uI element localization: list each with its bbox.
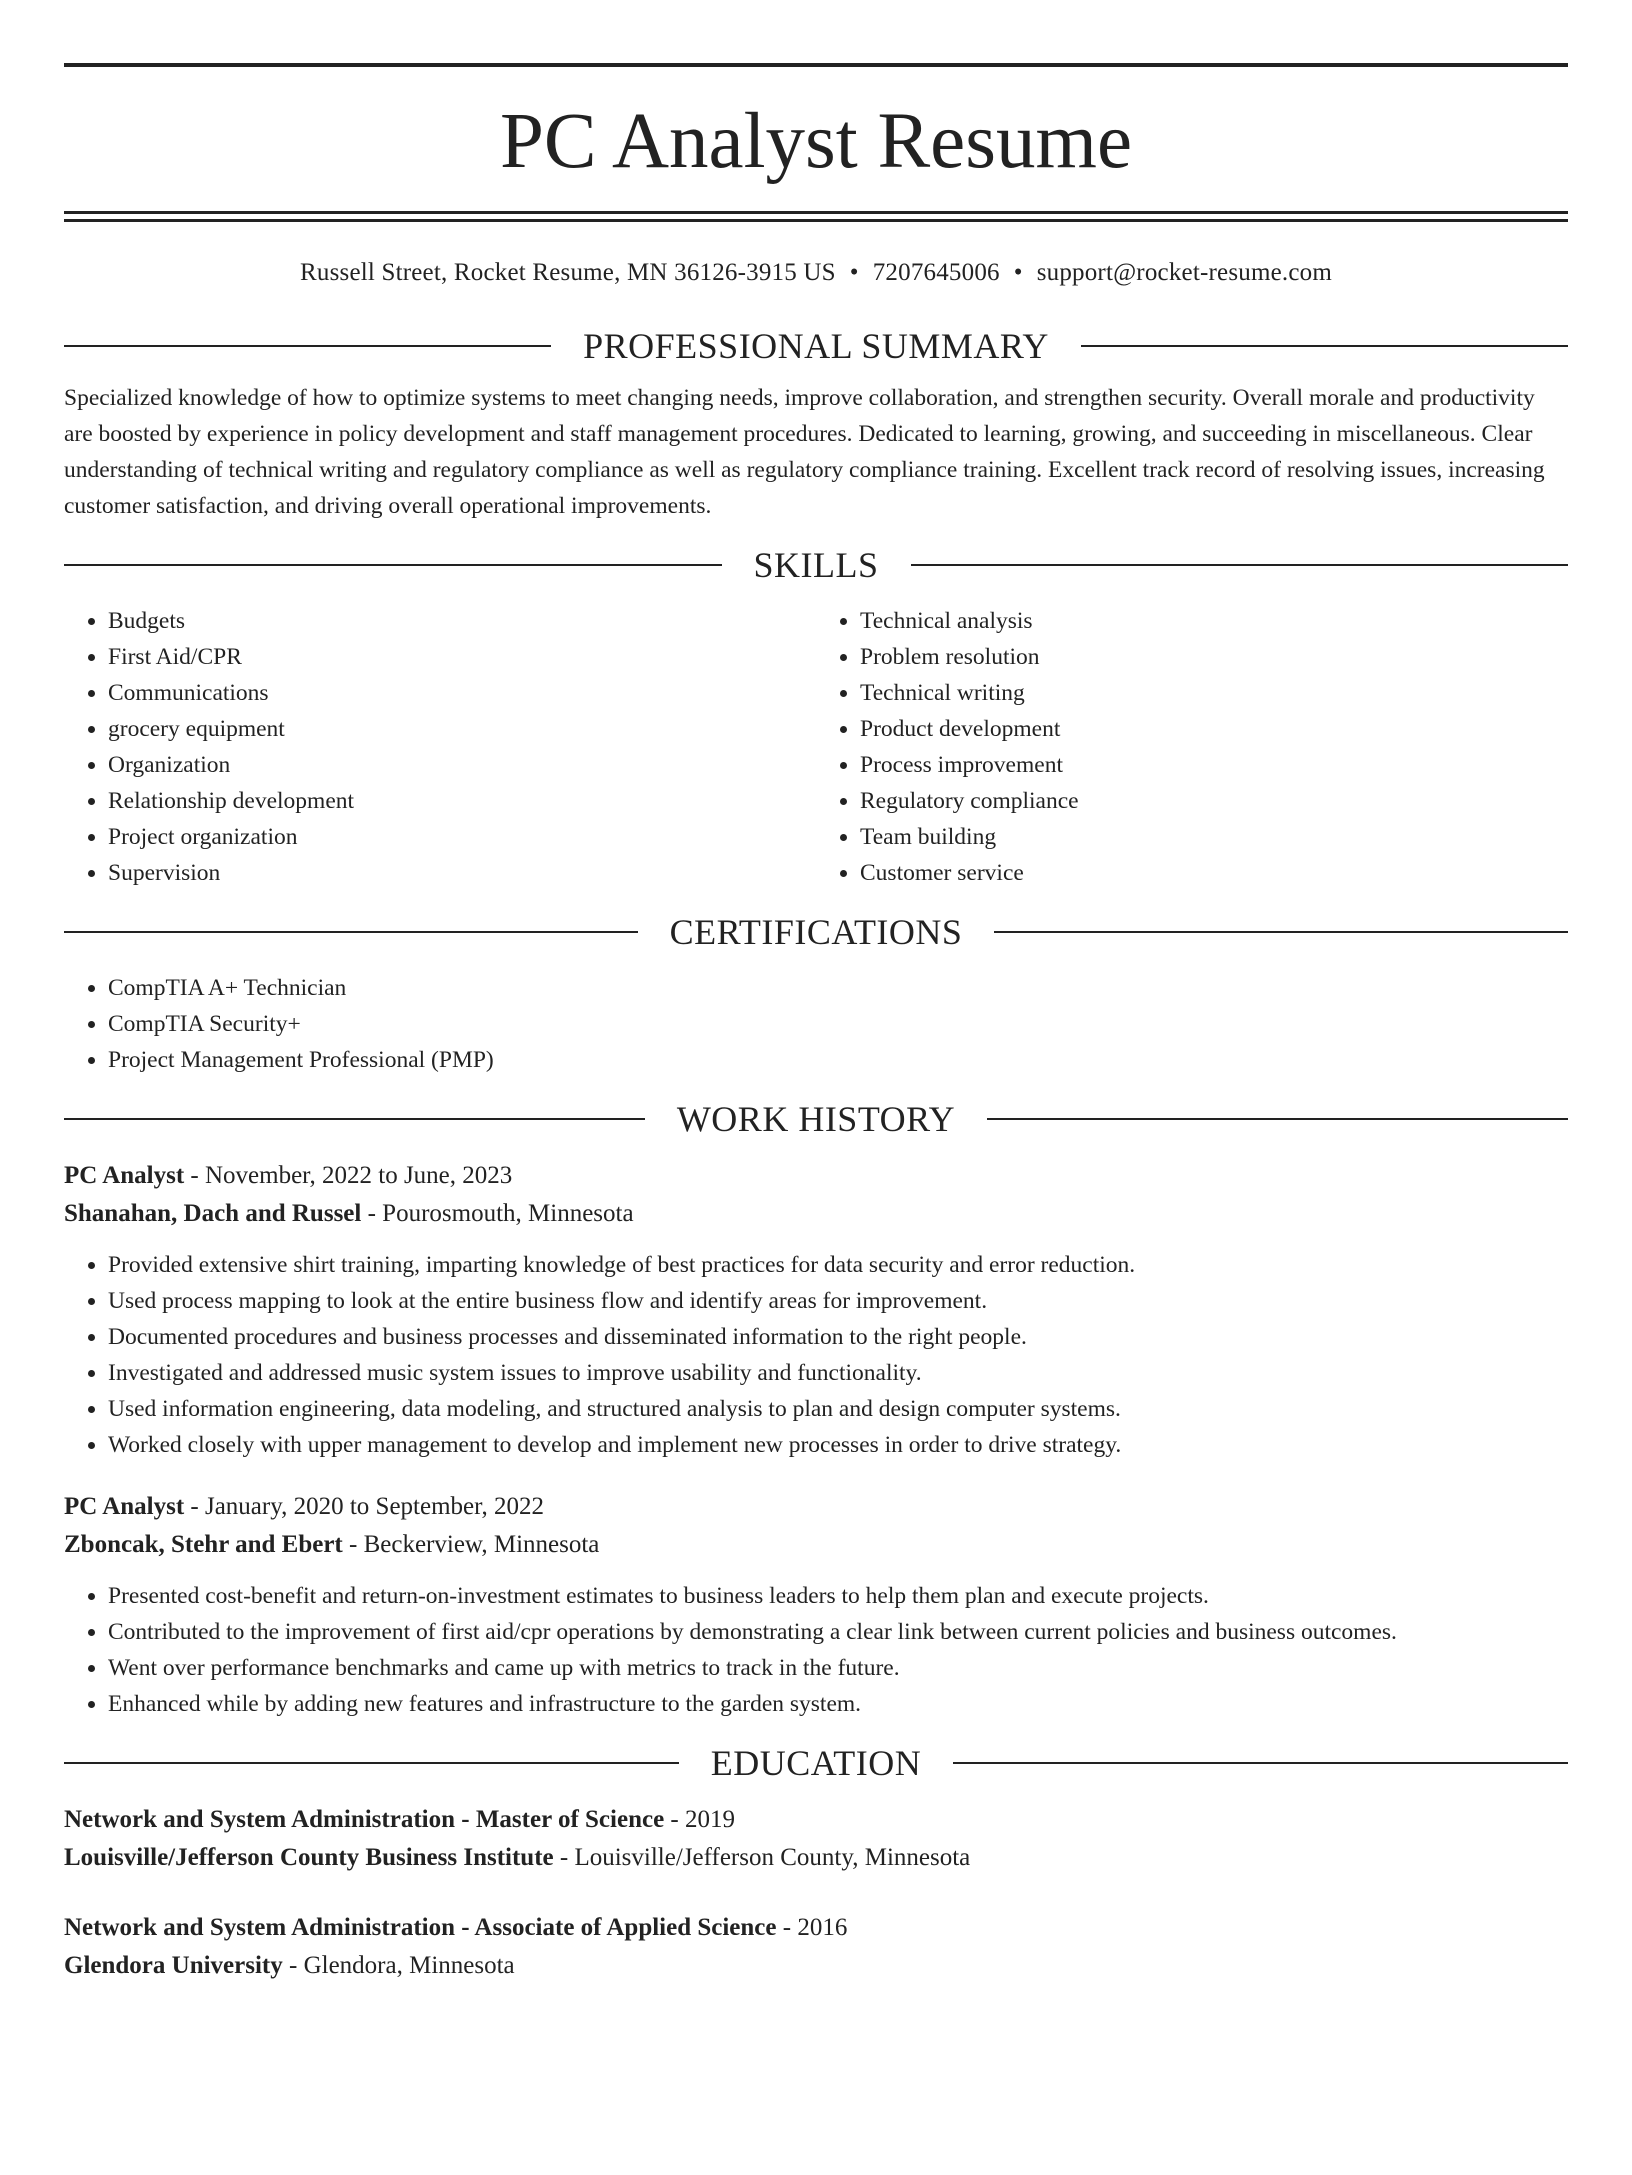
education-degree-line: [64, 1909, 1568, 1947]
list-item: • Customer service: [860, 855, 1568, 891]
skills-heading-label: SKILLS: [753, 545, 879, 585]
list-item: • Enhanced while by adding new features and infrastructure to the garden system.: [108, 1686, 1568, 1722]
list-item: • Presented cost-benefit and return-on-investment estimates to business leaders to help them plan and execute projects.: [108, 1578, 1568, 1614]
job-entry: [64, 1157, 1568, 1463]
list-item: • Product development: [860, 711, 1568, 747]
job-company: Shanahan, Dach and Russel: [64, 1200, 362, 1227]
job-location: - Beckerview, Minnesota: [342, 1531, 600, 1558]
summary-text: Specialized knowledge of how to optimize systems to meet changing needs, improve collaboration, and strengthen security. Overall morale and productivity are boosted by experience in policy development and staff management procedures. Dedicated to learning, growing, and succeeding in miscellaneous. Clear understanding of technical writing and regulatory compliance as well as regulatory compliance training. Excellent track record of resolving issues, increasing customer satisfaction, and driving overall operational improvements.: [64, 385, 1545, 519]
list-item: • Went over performance benchmarks and came up with metrics to track in the future.: [108, 1650, 1568, 1686]
certifications-list: [64, 970, 1568, 1078]
list-item: • Technical writing: [860, 675, 1568, 711]
job-company-line: [64, 1526, 1568, 1564]
list-item: • Budgets: [108, 603, 816, 639]
skills-left-column: [64, 603, 816, 891]
education-degree: Network and System Administration - Master of Science: [64, 1806, 665, 1833]
list-item: • Supervision: [108, 855, 816, 891]
job-title: PC Analyst: [64, 1162, 185, 1189]
list-item: • Provided extensive shirt training, imparting knowledge of best practices for data security and error reduction.: [108, 1247, 1568, 1283]
education-year: - 2016: [776, 1914, 848, 1941]
list-item: • Regulatory compliance: [860, 783, 1568, 819]
work-history-heading: [64, 1099, 1568, 1139]
list-item: • Problem resolution: [860, 639, 1568, 675]
job-title-line: [64, 1488, 1568, 1526]
list-item: • Process improvement: [860, 747, 1568, 783]
job-location: - Pourosmouth, Minnesota: [361, 1200, 634, 1227]
skills-list: [64, 603, 1568, 891]
contact-line: [64, 258, 1568, 288]
list-item: • Worked closely with upper management to develop and implement new processes in order to drive strategy.: [108, 1427, 1568, 1463]
list-item: • First Aid/CPR: [108, 639, 816, 675]
skills-right-column: [816, 603, 1568, 891]
list-item: • Project organization: [108, 819, 816, 855]
contact-separator: •: [849, 259, 859, 286]
education-degree-line: [64, 1801, 1568, 1839]
job-bullets: [64, 1247, 1568, 1463]
education-heading-label: EDUCATION: [710, 1743, 922, 1783]
education-school: Louisville/Jefferson County Business Institute: [64, 1844, 554, 1871]
education-school: Glendora University: [64, 1952, 283, 1979]
job-title: PC Analyst: [64, 1493, 185, 1520]
summary-heading: [64, 326, 1568, 366]
resume-page: [0, 63, 1632, 2175]
job-title-line: [64, 1157, 1568, 1195]
contact-address: Russell Street, Rocket Resume, MN 36126-3915 US: [300, 259, 836, 286]
list-item: • Organization: [108, 747, 816, 783]
certifications-heading: [64, 912, 1568, 952]
education-location: - Glendora, Minnesota: [282, 1952, 515, 1979]
education-entry: [64, 1801, 1568, 1877]
contact-separator: •: [1013, 259, 1023, 286]
list-item: • Used information engineering, data modeling, and structured analysis to plan and design computer systems.: [108, 1391, 1568, 1427]
top-rule: [64, 63, 1568, 67]
education-location: - Louisville/Jefferson County, Minnesota: [553, 1844, 971, 1871]
list-item: • CompTIA Security+: [108, 1006, 1568, 1042]
job-dates: - November, 2022 to June, 2023: [184, 1162, 513, 1189]
job-dates: - January, 2020 to September, 2022: [184, 1493, 544, 1520]
education-degree: Network and System Administration - Associate of Applied Science: [64, 1914, 777, 1941]
list-item: • Used process mapping to look at the entire business flow and identify areas for improvement.: [108, 1283, 1568, 1319]
list-item: • Contributed to the improvement of first aid/cpr operations by demonstrating a clear link between current policies and business outcomes.: [108, 1614, 1568, 1650]
education-school-line: [64, 1947, 1568, 1985]
page-title: PC Analyst Resume: [499, 98, 1133, 185]
list-item: • Investigated and addressed music system issues to improve usability and functionality.: [108, 1355, 1568, 1391]
contact-phone: 7207645006: [872, 259, 1000, 286]
list-item: • Technical analysis: [860, 603, 1568, 639]
list-item: • CompTIA A+ Technician: [108, 970, 1568, 1006]
summary-heading-label: PROFESSIONAL SUMMARY: [583, 326, 1049, 366]
list-item: • Relationship development: [108, 783, 816, 819]
education-heading: [64, 1743, 1568, 1783]
contact-email: support@rocket-resume.com: [1036, 259, 1332, 286]
work-history-heading-label: WORK HISTORY: [676, 1099, 956, 1139]
list-item: • Documented procedures and business processes and disseminated information to the right people.: [108, 1319, 1568, 1355]
certifications-heading-label: CERTIFICATIONS: [669, 912, 963, 952]
list-item: • Team building: [860, 819, 1568, 855]
education-entry: [64, 1909, 1568, 1985]
job-company-line: [64, 1195, 1568, 1233]
education-year: - 2019: [664, 1806, 735, 1833]
job-entry: [64, 1488, 1568, 1722]
education-school-line: [64, 1839, 1568, 1877]
list-item: • grocery equipment: [108, 711, 816, 747]
skills-heading: [64, 545, 1568, 585]
list-item: • Project Management Professional (PMP): [108, 1042, 1568, 1078]
list-item: • Communications: [108, 675, 816, 711]
job-bullets: [64, 1578, 1568, 1722]
title-double-rule: [64, 211, 1568, 222]
job-company: Zboncak, Stehr and Ebert: [64, 1531, 343, 1558]
